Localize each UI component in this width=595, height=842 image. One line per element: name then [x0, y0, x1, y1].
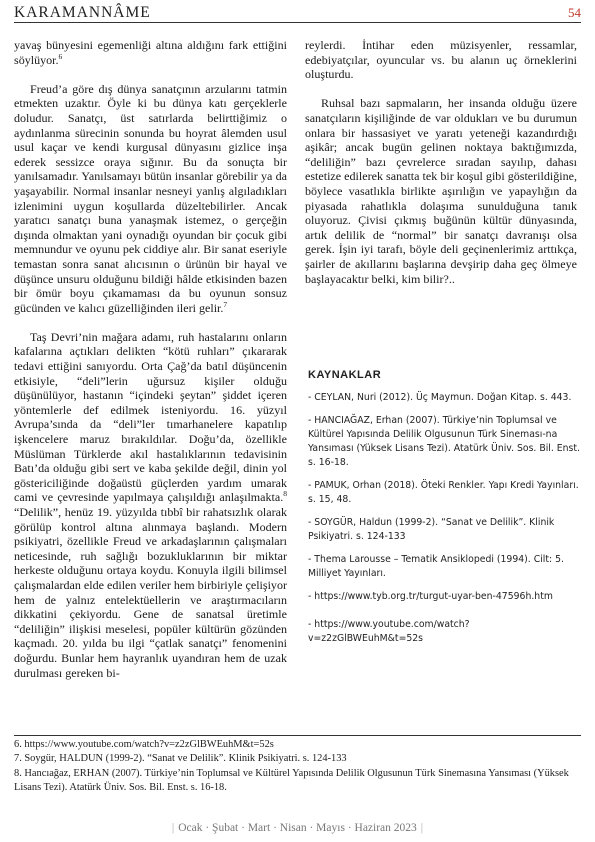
footnote-ref[interactable]: 7 [223, 299, 228, 309]
page-header [14, 2, 581, 22]
reference-link[interactable]: - https://www.tyb.org.tr/turgut-uyar-ben-47596h.htm [308, 591, 553, 602]
reference-item: - HANCIAĞAZ, Erhan (2007). Türkiye’nin Toplumsal ve Kültürel Yapısında Delilik Olgusunun Türk Sineması-na Yansıması (Yüksek Lisans Tezi). Atatürk Üniv. Sos. Bil. Enst. s. 16-18. [308, 415, 580, 468]
page-footer [0, 822, 595, 834]
references-section [308, 368, 580, 660]
footer-mark: | [171, 822, 175, 834]
footnote: 7. Soygür, HALDUN (1999-2). “Sanat ve Delilik”. Klinik Psikiyatri. s. 124-133 [14, 753, 347, 765]
reference-item: - CEYLAN, Nuri (2012). Üç Maymun. Doğan Kitap. s. 443. [308, 392, 572, 403]
journal-title: KARAMANNÂME [14, 4, 151, 21]
references-title: KAYNAKLAR [308, 369, 382, 381]
paragraph [14, 82, 287, 316]
header-divider [14, 22, 581, 23]
paragraph [14, 38, 287, 67]
footnote-ref[interactable]: 6 [58, 51, 63, 61]
issue-months: Ocak · Şubat · Mart · Nisan · Mayıs · Haziran 2023 [178, 822, 417, 834]
paragraph: reylerdi. İntihar eden müzisyenler, ressamlar, edebiyatçılar, oyuncular vs. bu alanın uç örneklerini oluşturdu. [305, 38, 577, 82]
footnote-divider [14, 735, 581, 736]
paragraph-text: yavaş bünyesini egemenliği altına aldığını fark ettiğini söylüyor. [14, 38, 287, 67]
page-number: 54 [568, 5, 581, 20]
paragraph: Ruhsal bazı sapmaların, her insanda olduğu üzere sanatçıların kişiliğinde de var oldukları ve bu durumun onlara bir hassasiyet ve yaratı yeteneği kazandırdığı aşikâr; ancak bugün gelinen noktaya baktığımızda, “deliliğin” bazı çevrelerce sıradan sayılıp, dahası estetize edilerek sanatta tek bir koşul gibi gösterildiğine, böylece vasatlıkla birlikte aşırılığın ve yapaylığın da piyasada rahatlıkla dolaşıma sunulduğuna tanık oluyoruz. Çivisi çıkmış buğünün kültür dünyasında, artık delilik de “normal” bir sanatçı davranışı olsa gerek. İşin iyi tarafı, böyle deli geçinenlerimiz arttıkça, şairler de akıllarını başlarına devşirip daha geç ölmeye başlayacaktır belki, kim bilir?.. [305, 96, 577, 286]
right-column [305, 38, 577, 301]
reference-item: - Thema Larousse – Tematik Ansiklopedi (1994). Cilt: 5. Milliyet Yayınları. [308, 554, 564, 579]
paragraph-text: Taş Devri’nin mağara adamı, ruh hastalarını onların kafalarına açtıkları delikten “kötü ruhları” çıkararak tedavi ettiğini sanıyordu. Orta Çağ’da batıl düşüncenin etkisiyle, “deli”lerin uğursuz kişiler olduğu düşünülüyor, hastanın “içindeki şeytan” şiddet içeren yöntemlerle def edilmek isteniyordu. 16. yüzyıl Avrupa’sında da “deli”ler tımarhanelere kapatılıp işkencelere maruz bırakıldılar. Doğu’da, özellikle Müslüman Türklerde akıl hastalıklarının tedavisinin Batı’da olduğu gibi sert ve kaba şekilde değil, dinin yol göstericiliğinde doğaüstü güçlerden yardım umarak cami ve çevresinde yapılmaya çalışıldığı anlaşılmakta. [14, 329, 287, 505]
paragraph-text: Freud’a göre dış dünya sanatçının arzularını tatmin etmekten uzaktır. Öyle ki bu dünya katı gerçeklerle doludur. Sanatçı, üst satırlarda belirttiğimiz o aydınlanma sürecinin sonunda bu hoyrat âlemden usul usul kaçar ve kendi kurgusal dünyasını gizlice inşa ederek sessizce oraya sığınır. Bu da sonuçta bir yanılsamadır. Yanılsamayı bütün insanlar görebilir ya da yaşayabilir. Normal insanlar nesneyi yanlış algıladıkları izlenimini uygun koşullarda düzeltebilirler. Ancak yaratıcı sanatçı buna yanaşmak istemez, o gerçeğin dışında olmaktan yani oynadığı oyundan bir çocuk gibi memnundur ve oyunu pek ciddiye alır. Bir sanat eseriyle temastan sonra sanat alıcısının o ürünün bir hayal ve düşünce unsuru olduğunu bildiği hâlde etkisinden bazen bir ömür boyu çıkamaması da bu oyunun sonsuz gücünden ve kalıcı güzelliğinden ileri gelir. [14, 81, 287, 315]
footnote: 8. Hancıağaz, ERHAN (2007). Türkiye’nin Toplumsal ve Kültürel Yapısında Delilik Olgusunun Türk Sinemasına Yansıması (Yüksek Lisans Tezi). Atatürk Üniv. Sos. Bil. Enst. s. 16-18. [14, 767, 569, 793]
footer-mark: | [420, 822, 424, 834]
footnote-ref[interactable]: 8 [283, 489, 287, 499]
paragraph [14, 330, 287, 680]
reference-item: - PAMUK, Orhan (2018). Öteki Renkler. Yapı Kredi Yayınları. s. 15, 48. [308, 480, 579, 505]
paragraph-text: “Delilik”, henüz 19. yüzyılda tıbbî bir rahatsızlık olarak görülüp kontrol altına alınmaya başlandı. Modern psikiyatri, özellikle Freud ve arkadaşlarının çalışmaları neticesinde, ruh sağlığı bozukluklarının bir miktar herkeste olduğunu ortaya koydu. Konuyla ilgili bilimsel çalışmalardan elde edilen veriler hem birbiriyle çelişiyor hem de yalnız entelektüellerin ve araştırmacıların dikkatini çekiyordu. Gene de sanatsal üretimle “deliliğin” ilişkisi meselesi, popüler kültürün gözünden kaçmadı. 20. yılda bu ilgi “çatlak sanatçı” fenomenini doğurdu. Bunlar hem hayranlık uyandıran hem de uzak durulması gereken bi- [14, 505, 287, 680]
reference-link[interactable]: - https://www.youtube.com/watch?v=z2zGlBWEuhM&t=52s [308, 619, 470, 644]
left-column [14, 38, 287, 695]
footnote: 6. https://www.youtube.com/watch?v=z2zGlBWEuhM&t=52s [14, 739, 274, 750]
reference-item: - SOYGÜR, Haldun (1999-2). “Sanat ve Delilik”. Klinik Psikiyatri. s. 124-133 [308, 517, 555, 542]
footnotes [14, 738, 581, 795]
